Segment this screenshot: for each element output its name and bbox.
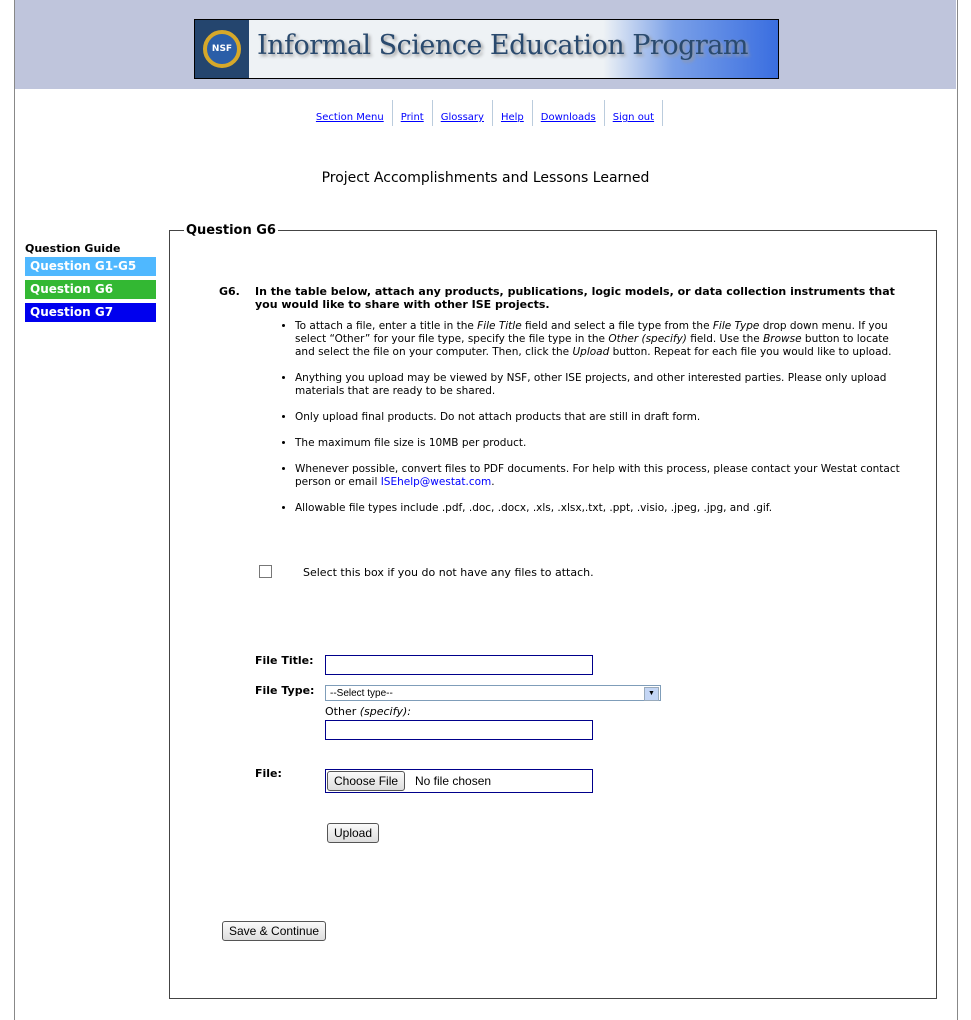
page-title: Project Accomplishments and Lessons Learned xyxy=(321,170,650,186)
guide-item-g6[interactable]: Question G6 xyxy=(25,280,156,299)
nav-help[interactable]: Help xyxy=(493,100,533,126)
instruction-item: • Only upload final products. Do not attach products that are still in draft form. xyxy=(295,411,905,424)
no-files-label: Select this box if you do not have any files to attach. xyxy=(303,566,594,579)
other-specify-input[interactable] xyxy=(325,720,593,740)
question-body: In the table below, attach any products, publications, logic models, or data collection instruments that you would like to share with other ISE projects. xyxy=(255,285,895,311)
file-input[interactable] xyxy=(325,769,593,793)
nav-sign-out[interactable]: Sign out xyxy=(605,100,663,126)
question-legend: Question G6 xyxy=(186,223,276,238)
file-label: File: xyxy=(255,767,282,780)
instructions-list xyxy=(280,320,905,528)
upload-button[interactable]: Upload xyxy=(327,823,379,843)
question-guide xyxy=(25,242,156,326)
guide-item-g7[interactable]: Question G7 xyxy=(25,303,156,322)
instruction-item: • Allowable file types include .pdf, .doc, .docx, .xls, .xlsx,.txt, .ppt, .visio, .jpeg, .jpg, and .gif. xyxy=(295,502,905,515)
nav-section-menu[interactable]: Section Menu xyxy=(308,100,393,126)
other-label: Other (specify): xyxy=(325,705,411,718)
save-continue-button[interactable]: Save & Continue xyxy=(222,921,326,941)
no-file-chosen-text: No file chosen xyxy=(415,774,492,788)
email-link[interactable]: ISEhelp@westat.com xyxy=(380,476,492,488)
file-type-selected: --Select type-- xyxy=(330,688,393,699)
guide-title: Question Guide xyxy=(25,242,121,255)
instruction-item: • Anything you upload may be viewed by NSF, other ISE projects, and other interested parties. Please only upload materials that are ready to be shared. xyxy=(295,372,905,398)
nav-glossary[interactable]: Glossary xyxy=(433,100,493,126)
instruction-item: • Whenever possible, convert files to PDF documents. For help with this process, please contact your Westat contact person or email ISEhelp@westat.com. xyxy=(295,463,905,489)
nsf-seal-logo: NSF xyxy=(195,20,249,78)
file-type-select[interactable] xyxy=(325,685,661,701)
instruction-item: • To attach a file, enter a title in the File Title field and select a file type from the File Type drop down menu. If you select “Other” for your file type, specify the file type in the Other (specify) field. Use the Browse button to locate and select the file on your computer. Then, click the Upload button. Repeat for each file you would like to upload. xyxy=(295,320,905,359)
chevron-down-icon: ▼ xyxy=(644,687,659,701)
guide-item-g1-g5[interactable]: Question G1-G5 xyxy=(25,257,156,276)
no-files-checkbox[interactable] xyxy=(259,565,272,578)
choose-file-button[interactable]: Choose File xyxy=(327,771,405,791)
banner-title: Informal Science Education Program xyxy=(257,30,748,61)
nav-downloads[interactable]: Downloads xyxy=(533,100,605,126)
program-banner xyxy=(194,19,779,79)
instruction-item: • The maximum file size is 10MB per product. xyxy=(295,437,905,450)
question-text xyxy=(219,285,909,311)
question-number: G6. xyxy=(219,285,240,298)
nav-print[interactable]: Print xyxy=(393,100,433,126)
top-nav xyxy=(0,100,971,126)
file-title-label: File Title: xyxy=(255,654,314,667)
file-title-input[interactable] xyxy=(325,655,593,675)
file-type-label: File Type: xyxy=(255,684,315,697)
